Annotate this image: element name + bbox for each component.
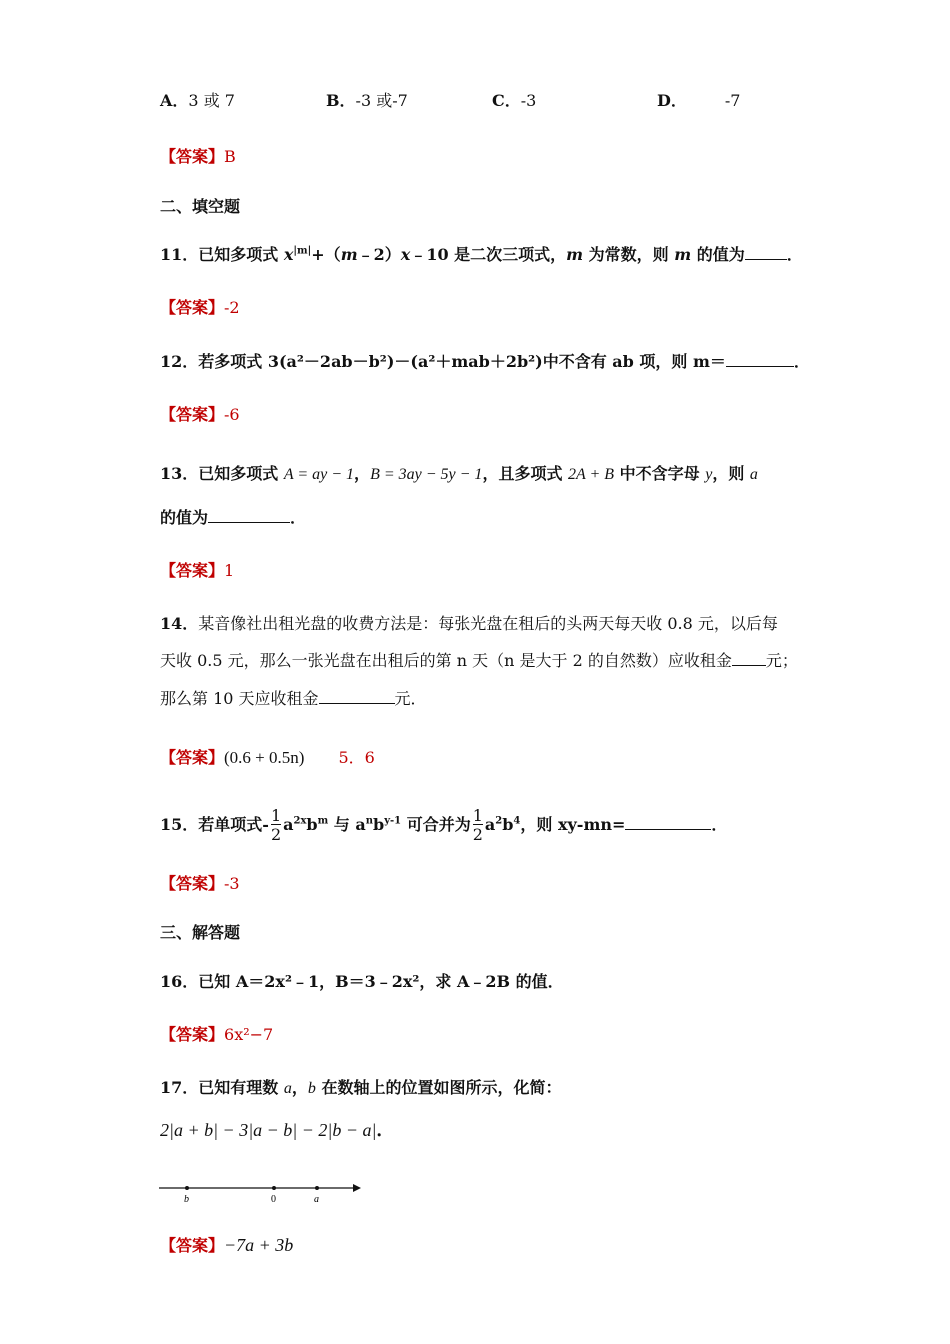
point-b (185, 1186, 189, 1190)
question-13-line2: 的值为 ． (160, 508, 307, 527)
number-line (155, 1178, 370, 1208)
label-b: b (184, 1194, 189, 1205)
option-d: D． -7 (657, 91, 741, 110)
section-solve-title: 三、解答题 (160, 923, 241, 942)
question-16: 16．已知 A＝2x²﹣1，B＝3﹣2x²，求 A﹣2B 的值． (160, 972, 564, 991)
question-17: 17．已知有理数 a，b 在数轴上的位置如图所示，化简： (160, 1078, 562, 1097)
question-12: 12．若多项式 3(a²－2ab－b²)－(a²＋mab＋2b²)中不含有 ab 项，则 m＝ ． (160, 352, 810, 371)
point-zero (272, 1186, 276, 1190)
q14-answer: 【答案】(0.6 + 0.5n) 5．6 (160, 748, 375, 767)
q11-answer: 【答案】-2 (160, 298, 240, 317)
q12-answer: 【答案】-6 (160, 405, 240, 424)
answer-blank (726, 352, 794, 367)
answer-blank (625, 815, 711, 830)
question-14-line2: 天收 0.5 元，那么一张光盘在出租后的第 n 天（n 是大于 2 的自然数）应收租金 元； (160, 651, 798, 670)
option-b: B．-3 或-7 (326, 91, 408, 110)
question-13: 13．已知多项式 A = ay − 1，B = 3ay − 5y − 1，且多项式 2A + B 中不含字母 y，则 a (160, 464, 758, 483)
label-zero: 0 (271, 1194, 276, 1205)
point-a (315, 1186, 319, 1190)
option-a: A．3 或 7 (160, 91, 235, 110)
q15-answer: 【答案】-3 (160, 874, 240, 893)
question-14-line1: 14．某音像社出租光盘的收费方法是：每张光盘在租后的头两天每天收 0.8 元，以后每 (160, 614, 778, 633)
answer-blank (208, 508, 290, 523)
question-17-expression: 2|a + b| − 3|a − b| − 2|b − a|． (160, 1120, 395, 1141)
q16-answer: 【答案】6x²−7 (160, 1025, 274, 1044)
q17-answer: 【答案】−7a + 3b (160, 1235, 294, 1255)
section-fill-in-title: 二、填空题 (160, 197, 241, 216)
answer-blank (745, 245, 787, 260)
label-a: a (314, 1194, 319, 1205)
answer-blank (732, 651, 766, 666)
fraction-one-half: $\frac{1}{2}$ (270, 806, 282, 844)
q13-answer: 【答案】1 (160, 561, 235, 580)
answer-blank (319, 689, 395, 704)
question-15: 15．若单项式- $\frac{1}{2}$ $a^{2x}b^m$ 与 $a^nb^{y-1}$ 可合并为 $\frac{1}{2}$ $a^2b^4$，则 xy-mn= ． (160, 806, 728, 844)
fraction-one-half-2: $\frac{1}{2}$ (472, 806, 483, 844)
axis-arrow (353, 1184, 361, 1192)
option-c: C．-3 (492, 91, 537, 110)
q10-answer: 【答案】B (160, 147, 236, 166)
question-14-line3: 那么第 10 天应收租金 元． (160, 689, 427, 708)
question-11: 11．已知多项式 $x^{|m|}+(m﹣2)x﹣10$ 是二次三项式，m 为常数，则 m 的值为 ． (160, 245, 803, 264)
